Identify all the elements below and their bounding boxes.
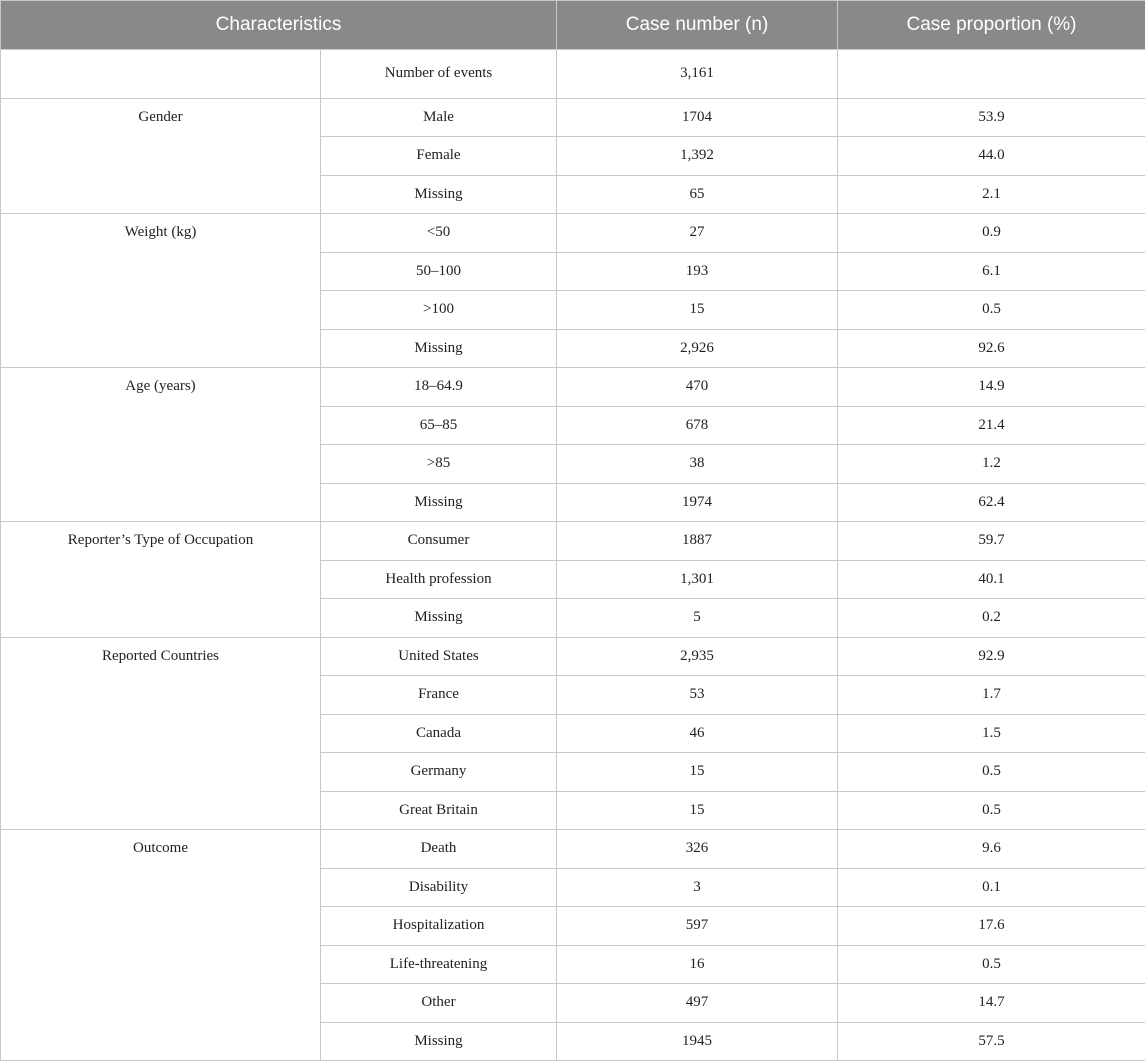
subcategory-cell: >100: [321, 291, 557, 330]
group-label-cell: [1, 50, 321, 99]
subcategory-cell: Germany: [321, 753, 557, 792]
subcategory-cell: Missing: [321, 329, 557, 368]
case-proportion-cell: 0.5: [838, 291, 1145, 330]
case-number-cell: 27: [557, 214, 838, 253]
case-number-cell: 1,301: [557, 560, 838, 599]
case-number-cell: 15: [557, 753, 838, 792]
case-proportion-cell: 1.7: [838, 676, 1145, 715]
case-number-cell: 65: [557, 175, 838, 214]
subcategory-cell: Missing: [321, 599, 557, 638]
table-row: [1, 830, 1145, 869]
case-number-cell: 1974: [557, 483, 838, 522]
case-proportion-cell: 6.1: [838, 252, 1145, 291]
case-number-cell: 3,161: [557, 50, 838, 99]
group-label-cell: Outcome: [1, 830, 321, 1061]
case-number-cell: 1887: [557, 522, 838, 561]
case-proportion-cell: [838, 50, 1145, 99]
case-proportion-cell: 92.9: [838, 637, 1145, 676]
case-proportion-cell: 17.6: [838, 907, 1145, 946]
case-proportion-cell: 57.5: [838, 1022, 1145, 1061]
table-body: [1, 50, 1145, 1061]
subcategory-cell: Consumer: [321, 522, 557, 561]
subcategory-cell: Other: [321, 984, 557, 1023]
subcategory-cell: Health profession: [321, 560, 557, 599]
table-row: [1, 214, 1145, 253]
subcategory-cell: United States: [321, 637, 557, 676]
case-proportion-cell: 92.6: [838, 329, 1145, 368]
subcategory-cell: Female: [321, 137, 557, 176]
case-number-cell: 678: [557, 406, 838, 445]
group-label-cell: Reported Countries: [1, 637, 321, 830]
case-number-cell: 597: [557, 907, 838, 946]
case-proportion-cell: 0.5: [838, 753, 1145, 792]
subcategory-cell: Disability: [321, 868, 557, 907]
case-number-cell: 1945: [557, 1022, 838, 1061]
case-proportion-cell: 14.9: [838, 368, 1145, 407]
subcategory-cell: France: [321, 676, 557, 715]
case-proportion-cell: 0.2: [838, 599, 1145, 638]
case-number-cell: 46: [557, 714, 838, 753]
case-number-cell: 2,935: [557, 637, 838, 676]
subcategory-cell: Great Britain: [321, 791, 557, 830]
header-case-number: Case number (n): [557, 1, 838, 50]
case-proportion-cell: 1.5: [838, 714, 1145, 753]
case-proportion-cell: 9.6: [838, 830, 1145, 869]
subcategory-cell: Death: [321, 830, 557, 869]
case-proportion-cell: 59.7: [838, 522, 1145, 561]
table-header: [1, 1, 1145, 50]
subcategory-cell: Missing: [321, 175, 557, 214]
case-number-cell: 326: [557, 830, 838, 869]
subcategory-cell: Missing: [321, 483, 557, 522]
case-number-cell: 15: [557, 291, 838, 330]
case-number-cell: 1,392: [557, 137, 838, 176]
table-row: [1, 637, 1145, 676]
case-number-cell: 3: [557, 868, 838, 907]
group-label-cell: Reporter’s Type of Occupation: [1, 522, 321, 638]
subcategory-cell: 50–100: [321, 252, 557, 291]
subcategory-cell: Missing: [321, 1022, 557, 1061]
case-proportion-cell: 0.1: [838, 868, 1145, 907]
header-characteristics: Characteristics: [1, 1, 557, 50]
case-number-cell: 470: [557, 368, 838, 407]
header-row: [1, 1, 1145, 50]
subcategory-cell: >85: [321, 445, 557, 484]
table-row: [1, 50, 1145, 99]
subcategory-cell: Male: [321, 98, 557, 137]
subcategory-cell: Hospitalization: [321, 907, 557, 946]
subcategory-cell: Number of events: [321, 50, 557, 99]
table-row: [1, 368, 1145, 407]
case-proportion-cell: 44.0: [838, 137, 1145, 176]
case-proportion-cell: 0.5: [838, 791, 1145, 830]
case-number-cell: 53: [557, 676, 838, 715]
case-number-cell: 5: [557, 599, 838, 638]
case-proportion-cell: 0.9: [838, 214, 1145, 253]
case-proportion-cell: 1.2: [838, 445, 1145, 484]
case-proportion-cell: 0.5: [838, 945, 1145, 984]
subcategory-cell: <50: [321, 214, 557, 253]
case-proportion-cell: 21.4: [838, 406, 1145, 445]
subcategory-cell: 65–85: [321, 406, 557, 445]
case-number-cell: 1704: [557, 98, 838, 137]
subcategory-cell: Canada: [321, 714, 557, 753]
case-number-cell: 193: [557, 252, 838, 291]
table-row: [1, 98, 1145, 137]
case-proportion-cell: 53.9: [838, 98, 1145, 137]
case-number-cell: 16: [557, 945, 838, 984]
case-proportion-cell: 40.1: [838, 560, 1145, 599]
case-number-cell: 15: [557, 791, 838, 830]
case-number-cell: 2,926: [557, 329, 838, 368]
group-label-cell: Age (years): [1, 368, 321, 522]
subcategory-cell: 18–64.9: [321, 368, 557, 407]
case-proportion-cell: 2.1: [838, 175, 1145, 214]
case-proportion-cell: 14.7: [838, 984, 1145, 1023]
group-label-cell: Weight (kg): [1, 214, 321, 368]
case-number-cell: 497: [557, 984, 838, 1023]
case-number-cell: 38: [557, 445, 838, 484]
header-case-proportion: Case proportion (%): [838, 1, 1145, 50]
group-label-cell: Gender: [1, 98, 321, 214]
table-row: [1, 522, 1145, 561]
subcategory-cell: Life-threatening: [321, 945, 557, 984]
case-proportion-cell: 62.4: [838, 483, 1145, 522]
